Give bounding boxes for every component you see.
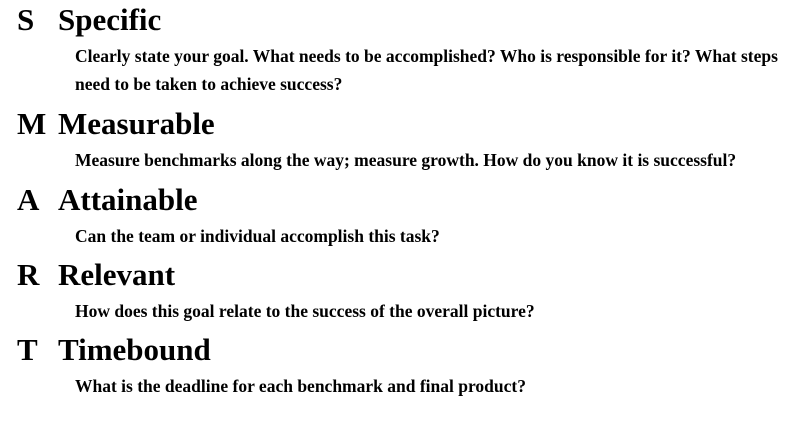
entry-heading [0, 98, 803, 144]
entry-title: Timebound [58, 332, 211, 367]
list-item [0, 0, 803, 98]
entry-title: Measurable [58, 106, 215, 141]
entry-heading [0, 174, 803, 220]
entry-title: Relevant [58, 257, 176, 292]
entry-title: Attainable [58, 182, 198, 217]
list-item [0, 98, 803, 174]
entry-heading [0, 325, 803, 370]
list-item [0, 325, 803, 400]
entry-letter: S [17, 2, 35, 37]
entry-description: How does this goal relate to the success of the overall picture? [75, 301, 535, 321]
entry-description: Clearly state your goal. What needs to be accomplished? Who is responsible for it? What steps need to be taken to achieve success? [75, 46, 778, 94]
list-item [0, 250, 803, 325]
entry-description: What is the deadline for each benchmark and final product? [75, 376, 526, 396]
entry-letter: M [17, 106, 47, 141]
entry-title: Specific [58, 2, 162, 37]
entry-letter: A [17, 182, 40, 217]
entry-description: Measure benchmarks along the way; measure growth. How do you know it is successful? [75, 150, 737, 170]
entry-letter: T [17, 332, 38, 367]
entry-letter: R [17, 257, 40, 292]
list-item [0, 174, 803, 250]
entry-heading [0, 250, 803, 295]
entry-description: Can the team or individual accomplish this task? [75, 226, 440, 246]
entry-heading [0, 0, 803, 40]
